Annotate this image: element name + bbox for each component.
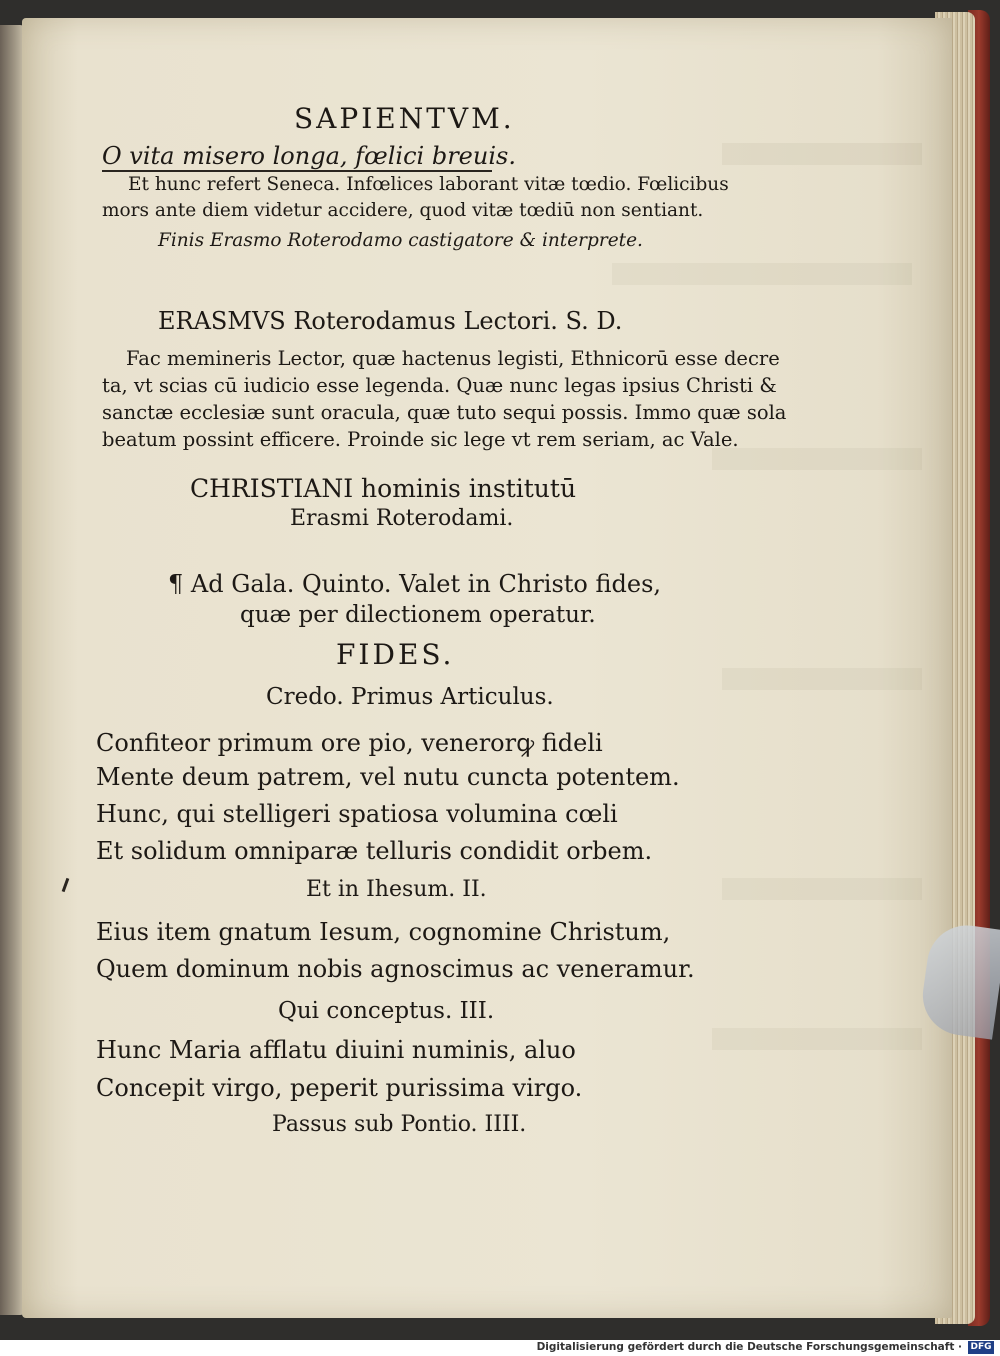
credo-heading: Credo. Primus Articulus. <box>266 684 554 710</box>
erasmus-letter-line-2: ta, vt scias cū iudicio esse legenda. Quæ nunc legas ipsius Christi & <box>102 374 777 397</box>
verse-1-line-3: Hunc, qui stelligeri spatiosa volumina cœli <box>96 800 618 828</box>
quote-line: O vita misero longa, fœlici breuis. <box>102 142 516 170</box>
qui-conceptus: Qui conceptus. III. <box>278 998 495 1024</box>
verse-1-line-1: Confiteor primum ore pio, venerorꝙ fideli <box>96 729 603 757</box>
book-page <box>22 18 952 1318</box>
erasmus-letter-line-3: sanctæ ecclesiæ sunt oracula, quæ tuto sequi possis. Immo quæ sola <box>102 401 787 424</box>
finis-line: Finis Erasmo Roterodamo castigatore & interprete. <box>158 230 643 251</box>
verse-2-line-2: Quem dominum nobis agnoscimus ac veneramur. <box>96 955 695 983</box>
verse-1-line-4: Et solidum omniparæ telluris condidit orbem. <box>96 837 653 865</box>
seneca-line-1: Et hunc refert Seneca. Infœlices laborant vitæ tœdio. Fœlicibus <box>128 174 729 195</box>
quote-underline <box>102 170 492 172</box>
erasmus-letter-line-1: Fac memineris Lector, quæ hactenus legisti, Ethnicorū esse decre <box>126 347 780 370</box>
dfg-logo: DFG <box>968 1341 994 1354</box>
passus-heading: Passus sub Pontio. IIII. <box>272 1112 527 1137</box>
margin-mark <box>62 878 70 892</box>
verse-2-line-1: Eius item gnatum Iesum, cognomine Christum, <box>96 918 671 946</box>
et-in-ihesum: Et in Ihesum. II. <box>306 877 487 902</box>
heading-sapientum: SAPIENTVM. <box>294 102 515 135</box>
verse-3-line-2: Concepit virgo, peperit purissima virgo. <box>96 1074 583 1102</box>
ad-gala-line-2: quæ per dilectionem operatur. <box>240 602 596 628</box>
seneca-line-2: mors ante diem videtur accidere, quod vitæ tœdiū non sentiant. <box>102 200 704 221</box>
verse-3-line-1: Hunc Maria afflatu diuini numinis, aluo <box>96 1036 576 1064</box>
christiani-title: CHRISTIANI hominis institutū <box>190 474 577 503</box>
fides-heading: FIDES. <box>336 638 455 671</box>
verse-1-line-2: Mente deum patrem, vel nutu cuncta potentem. <box>96 763 680 791</box>
erasmus-letter-line-4: beatum possint efficere. Proinde sic lege vt rem seriam, ac Vale. <box>102 428 739 451</box>
ad-gala-line-1: ¶ Ad Gala. Quinto. Valet in Christo fides, <box>168 570 662 598</box>
footer-credit: Digitalisierung gefördert durch die Deutsche Forschungsgemeinschaft · <box>536 1341 962 1353</box>
erasmus-heading: ERASMVS Roterodamus Lectori. S. D. <box>158 307 623 335</box>
christiani-subtitle: Erasmi Roterodami. <box>290 506 514 531</box>
